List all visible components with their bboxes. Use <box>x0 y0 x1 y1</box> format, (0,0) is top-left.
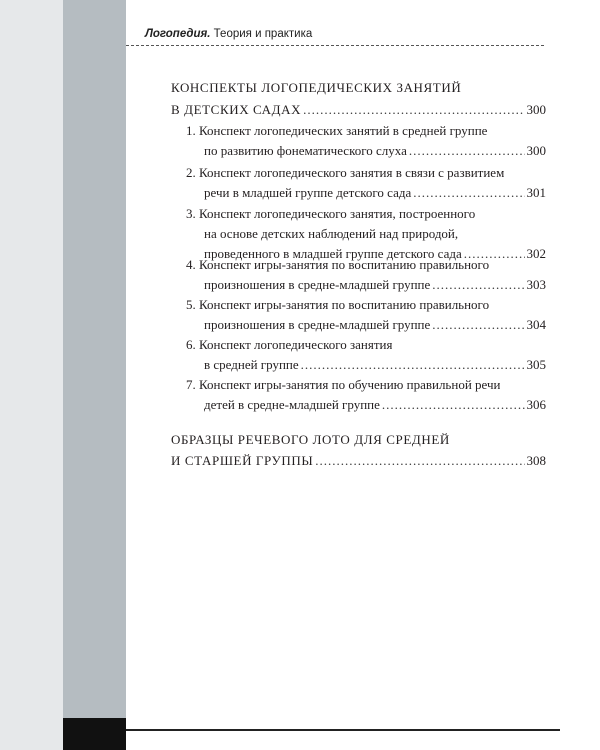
page-number: 300 <box>526 143 546 158</box>
toc-item-7[interactable]: 7. Конспект игры-занятия по обучению правильной речи <box>186 377 501 392</box>
toc-item-2[interactable]: 2. Конспект логопедического занятия в связи с развитием <box>186 165 505 180</box>
toc-item-3-line-2: на основе детских наблюдений над природой, <box>204 226 459 241</box>
page-number: 303 <box>526 277 546 292</box>
page-number: 308 <box>526 453 546 468</box>
toc-item-6-entry[interactable]: в средней группе ..... 305 <box>204 354 546 376</box>
toc-item-1[interactable]: 1. Конспект логопедических занятий в средней группе <box>186 123 488 138</box>
toc-item-5-entry[interactable]: произношения в средне-младшей группе ..... 304 <box>204 314 546 336</box>
toc-item-3-entry[interactable]: проведенного в младшей группе детского сада ..... 302 <box>204 243 546 265</box>
toc-item-3[interactable]: 3. Конспект логопедического занятия, построенного <box>186 206 476 221</box>
toc-section-title: ОБРАЗЦЫ РЕЧЕВОГО ЛОТО ДЛЯ СРЕДНЕЙ <box>171 432 450 447</box>
toc-item-6[interactable]: 6. Конспект логопедического занятия <box>186 337 393 352</box>
toc-item-1-entry[interactable]: по развитию фонематического слуха ..... 300 <box>204 140 546 162</box>
page-number: 300 <box>526 102 546 117</box>
toc-item-4[interactable]: 4. Конспект игры-занятия по воспитанию правильного <box>186 257 490 272</box>
page-number: 301 <box>526 185 546 200</box>
toc-item-7-entry[interactable]: детей в средне-младшей группе ..... 306 <box>204 394 546 416</box>
page-number: 304 <box>526 317 546 332</box>
page-number: 302 <box>526 246 546 261</box>
toc-item-2-entry[interactable]: речи в младшей группе детского сада ..... 301 <box>204 182 546 204</box>
page-number: 305 <box>526 357 546 372</box>
toc-section-title: КОНСПЕКТЫ ЛОГОПЕДИЧЕСКИХ ЗАНЯТИЙ <box>171 80 462 95</box>
book-subtitle: Теория и практика <box>213 28 313 40</box>
book-title: Логопедия. <box>145 28 211 40</box>
toc-item-4-entry[interactable]: произношения в средне-младшей группе ..... 303 <box>204 274 546 296</box>
toc-item-5[interactable]: 5. Конспект игры-занятия по воспитанию правильного <box>186 297 490 312</box>
toc-section-entry[interactable]: И СТАРШЕЙ ГРУППЫ ..... 308 <box>171 450 546 472</box>
toc-section-entry[interactable]: В ДЕТСКИХ САДАХ ..... 300 <box>171 99 546 121</box>
page-number: 306 <box>526 397 546 412</box>
